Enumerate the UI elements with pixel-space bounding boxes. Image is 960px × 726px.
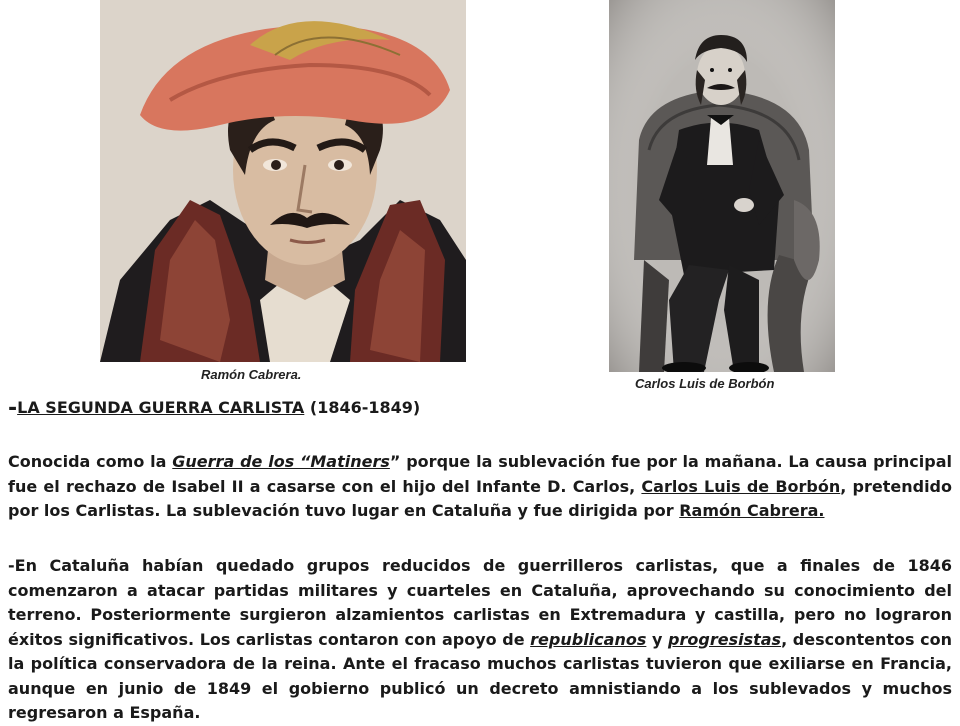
link-republicanos[interactable]: republicanos (530, 629, 647, 649)
heading-years: (1846-1849) (309, 398, 421, 417)
paragraph-details (8, 554, 952, 726)
portrait-ramon-cabrera (100, 0, 466, 362)
paragraph-text: , pretendido por los Carlistas. La sublevación tuvo lugar en Cataluña y fue dirigida por (8, 476, 952, 520)
link-carlos-luis-de-borbon[interactable]: Carlos Luis de Borbón (641, 476, 841, 496)
heading-title: LA SEGUNDA GUERRA CARLISTA (17, 398, 305, 417)
paragraph-text: ” porque la sublevación fue por la mañana. La causa principal fue el rechazo de Isabel II a casarse con el hijo del Infante D. Carlos, (8, 452, 953, 496)
portrait-carlos-luis-de-borbon (609, 0, 835, 372)
caption-ramon-cabrera: Ramón Cabrera. (201, 367, 302, 382)
paragraph-intro (8, 450, 952, 524)
paragraph-text: -En Cataluña habían quedado grupos reducidos de guerrilleros carlistas, que a finales de 1846 comenzaron a atacar partidas militares y cuarteles en Cataluña, aprovechando su conocimiento del terreno. Posteriormente surgieron alzamientos carlistas en Extremadura y castilla, pero no lograron éxitos significativos. Los carlistas contaron con apoyo de (8, 556, 952, 649)
section-heading (8, 396, 420, 421)
link-ramon-cabrera[interactable]: Ramón Cabrera. (679, 501, 825, 520)
paragraph-text: y (646, 629, 669, 649)
caption-carlos-luis-de-borbon: Carlos Luis de Borbón (635, 376, 775, 391)
paragraph-text: Conocida como la (8, 452, 173, 471)
paragraph-text: , descontentos con la política conservadora de la reina. Ante el fracaso muchos carlistas tuvieron que exiliarse en Francia, aunque en junio de 1849 el gobierno publicó un decreto amnistiando a los sublevados y muchos regresaron a España. (8, 629, 952, 722)
link-progresistas[interactable]: progresistas (668, 629, 782, 649)
heading-dash: - (8, 396, 18, 421)
link-guerra-matiners[interactable]: Guerra de los “Matiners (172, 452, 390, 471)
